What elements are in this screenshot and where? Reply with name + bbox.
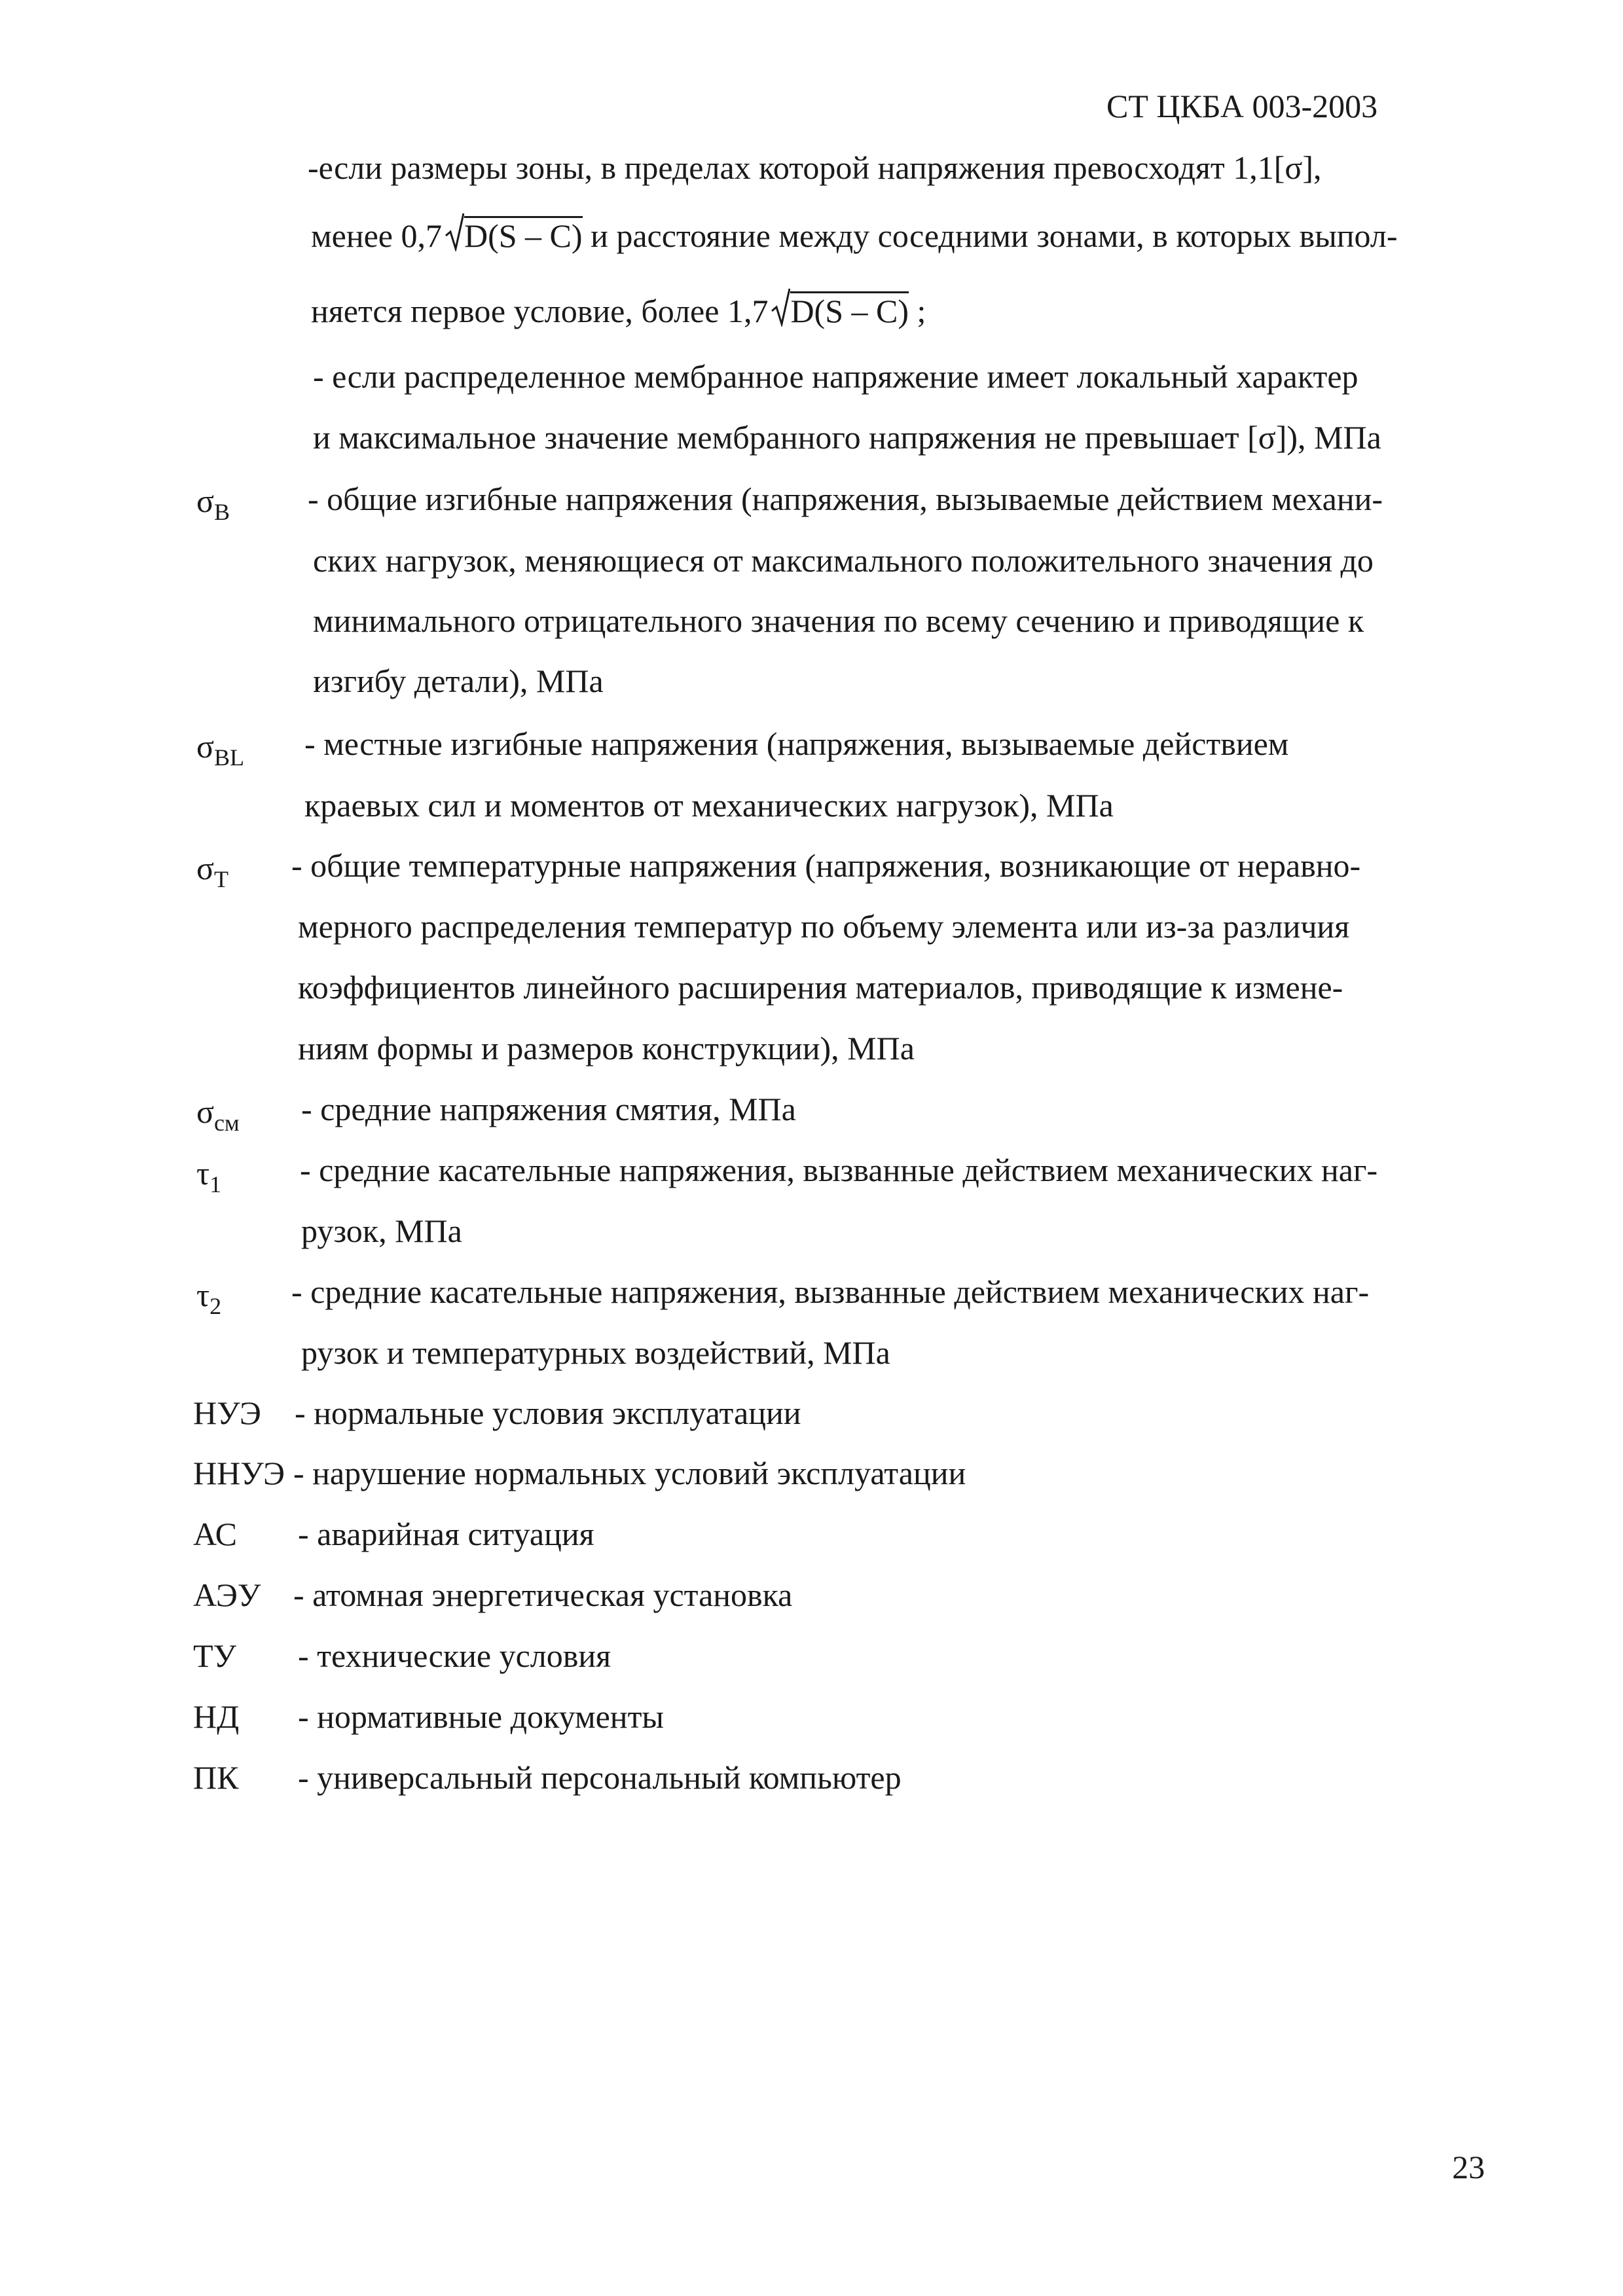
intro-line-3-end: ; xyxy=(909,293,926,329)
intro-line-3-start: няется первое условие, более 1,7 xyxy=(311,293,769,329)
abbreviation-term: ТУ xyxy=(193,1637,236,1674)
abbreviation-term: ПК xyxy=(193,1759,239,1796)
definition-line: изгибу детали), МПа xyxy=(313,663,604,699)
intro-line-3 xyxy=(311,291,926,331)
intro-line-1: -если размеры зоны, в пределах которой напряжения превосходят 1,1[σ], xyxy=(308,149,1322,186)
sqrt-expression xyxy=(445,216,583,255)
symbol: $\sigma_{см}$ xyxy=(196,1093,240,1136)
definition-line: - средние напряжения смятия, МПа xyxy=(301,1091,796,1127)
sqrt-radicand: D(S – C) xyxy=(790,293,909,329)
document-code: СТ ЦКБА 003-2003 xyxy=(1106,88,1378,124)
abbreviation-text: - технические условия xyxy=(298,1637,611,1674)
sqrt-expression xyxy=(771,291,909,331)
definition-line: - общие температурные напряжения (напряжения, возникающие от неравно- xyxy=(291,847,1361,884)
abbreviation-term: НУЭ xyxy=(193,1394,261,1431)
symbol: $\tau_1$ xyxy=(196,1155,222,1197)
definition-line: ниям формы и размеров конструкции), МПа xyxy=(298,1030,915,1066)
abbreviation-term: АЭУ xyxy=(193,1576,261,1613)
definition-line: ских нагрузок, меняющиеся от максимального положительного значения до xyxy=(313,542,1374,579)
definition-line: - средние касательные напряжения, вызванные действием механических наг- xyxy=(300,1152,1378,1188)
definition-line: - общие изгибные напряжения (напряжения, вызываемые действием механи- xyxy=(308,481,1383,517)
sqrt-radicand: D(S – C) xyxy=(464,217,583,254)
definition-line: - средние касательные напряжения, вызванные действием механических наг- xyxy=(291,1273,1370,1310)
definition-line: краевых сил и моментов от механических нагрузок), МПа xyxy=(304,787,1114,824)
definition-line: коэффициентов линейного расширения материалов, приводящие к измене- xyxy=(298,969,1343,1006)
definition-line: - местные изгибные напряжения (напряжения, вызываемые действием xyxy=(304,725,1289,762)
abbreviation-text: - нормативные документы xyxy=(298,1698,665,1735)
intro-line-2 xyxy=(311,216,1397,255)
abbreviation-text: - универсальный персональный компьютер xyxy=(298,1759,902,1796)
definition-line: мерного распределения температур по объему элемента или из-за различия xyxy=(298,908,1350,945)
abbreviation-text: - аварийная ситуация xyxy=(298,1516,594,1552)
definition-line: рузок и температурных воздействий, МПа xyxy=(301,1334,890,1371)
abbreviation-term: АС xyxy=(193,1516,237,1552)
abbreviation-term: НД xyxy=(193,1698,240,1735)
intro-line-2-end: и расстояние между соседними зонами, в которых выпол- xyxy=(582,217,1398,254)
intro-line-5: и максимальное значение мембранного напряжения не превышает [σ]), МПа xyxy=(313,419,1381,456)
page-number: 23 xyxy=(1452,2149,1485,2185)
abbreviation-text: - нормальные условия эксплуатации xyxy=(295,1394,801,1431)
definition-line: минимального отрицательного значения по всему сечению и приводящие к xyxy=(313,602,1364,639)
intro-line-4: - если распределенное мембранное напряжение имеет локальный характер xyxy=(313,358,1359,395)
symbol: $\sigma_B$ xyxy=(196,483,230,525)
intro-line-2-start: менее 0,7 xyxy=(311,217,442,254)
symbol: $\tau_2$ xyxy=(196,1277,222,1319)
definition-line: рузок, МПа xyxy=(301,1212,462,1249)
abbreviation-text: - атомная энергетическая установка xyxy=(293,1576,793,1613)
symbol: $\sigma_T$ xyxy=(196,850,228,892)
abbreviation-term: ННУЭ xyxy=(193,1455,285,1491)
abbreviation-text: - нарушение нормальных условий эксплуатации xyxy=(293,1455,966,1491)
symbol: $\sigma_{BL}$ xyxy=(196,728,244,771)
